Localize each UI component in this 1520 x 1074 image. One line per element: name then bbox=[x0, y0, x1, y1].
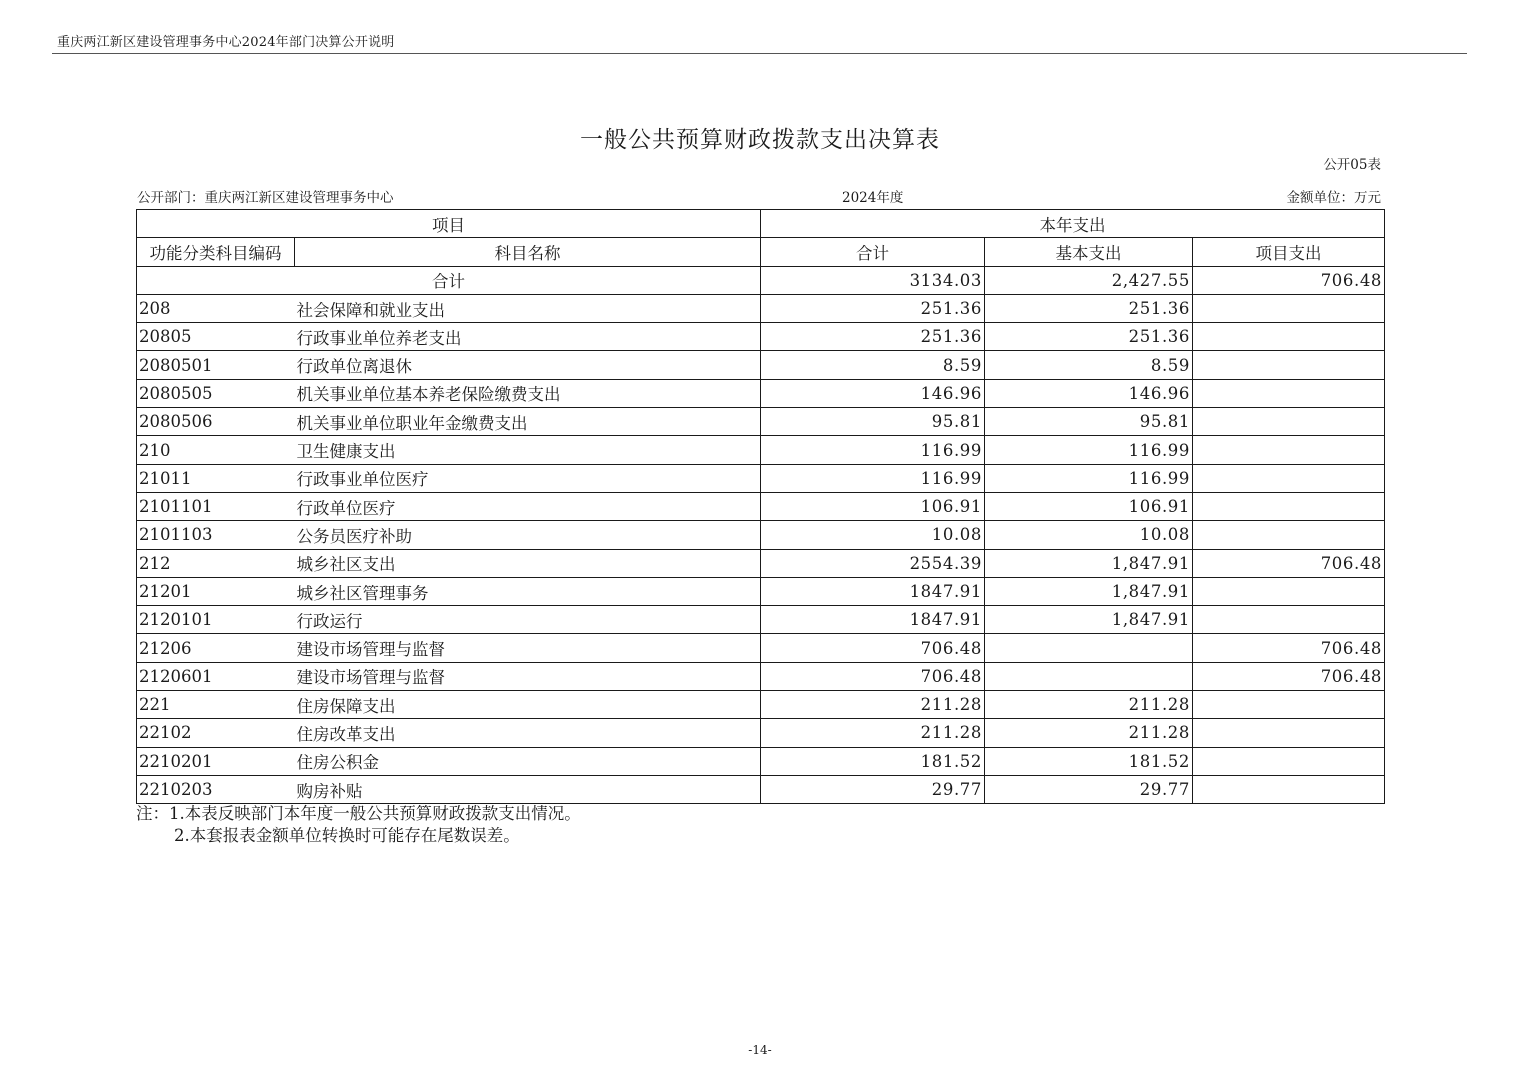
row-project bbox=[1193, 408, 1385, 436]
row-basic: 251.36 bbox=[985, 323, 1193, 351]
col-header-project: 项目支出 bbox=[1193, 238, 1385, 266]
row-project bbox=[1193, 719, 1385, 747]
total-row bbox=[137, 266, 1385, 294]
row-project bbox=[1193, 747, 1385, 775]
row-code: 2101103 bbox=[137, 521, 295, 549]
row-name: 机关事业单位职业年金缴费支出 bbox=[295, 408, 761, 436]
row-code: 2120601 bbox=[137, 662, 295, 690]
row-code: 2210203 bbox=[137, 775, 295, 803]
row-name: 城乡社区支出 bbox=[295, 549, 761, 577]
row-basic bbox=[985, 662, 1193, 690]
row-code: 21011 bbox=[137, 464, 295, 492]
row-total: 181.52 bbox=[761, 747, 985, 775]
header-expense-group: 本年支出 bbox=[761, 210, 1385, 238]
row-basic: 106.91 bbox=[985, 492, 1193, 520]
table-row bbox=[137, 521, 1385, 549]
table-row bbox=[137, 464, 1385, 492]
total-row-total: 3134.03 bbox=[761, 266, 985, 294]
row-project bbox=[1193, 464, 1385, 492]
row-basic: 8.59 bbox=[985, 351, 1193, 379]
col-header-code: 功能分类科目编码 bbox=[137, 238, 295, 266]
row-basic: 1,847.91 bbox=[985, 606, 1193, 634]
row-total: 251.36 bbox=[761, 294, 985, 322]
department-label: 公开部门：重庆两江新区建设管理事务中心 bbox=[137, 190, 394, 206]
table-row bbox=[137, 719, 1385, 747]
row-code: 221 bbox=[137, 691, 295, 719]
row-total: 95.81 bbox=[761, 408, 985, 436]
page-number: -14- bbox=[748, 1043, 772, 1057]
amount-unit-label: 金额单位：万元 bbox=[1286, 190, 1381, 206]
row-name: 建设市场管理与监督 bbox=[295, 634, 761, 662]
note-2: 2.本套报表金额单位转换时可能存在尾数误差。 bbox=[174, 826, 520, 845]
row-total: 706.48 bbox=[761, 662, 985, 690]
row-total: 10.08 bbox=[761, 521, 985, 549]
form-code: 公开05表 bbox=[1323, 157, 1381, 173]
row-code: 21206 bbox=[137, 634, 295, 662]
row-name: 行政运行 bbox=[295, 606, 761, 634]
row-project: 706.48 bbox=[1193, 662, 1385, 690]
col-header-name: 科目名称 bbox=[295, 238, 761, 266]
row-code: 2210201 bbox=[137, 747, 295, 775]
row-project: 706.48 bbox=[1193, 549, 1385, 577]
table-row bbox=[137, 577, 1385, 605]
col-header-total: 合计 bbox=[761, 238, 985, 266]
row-total: 706.48 bbox=[761, 634, 985, 662]
meta-row bbox=[137, 186, 1381, 206]
row-project: 706.48 bbox=[1193, 634, 1385, 662]
row-project bbox=[1193, 521, 1385, 549]
row-project bbox=[1193, 691, 1385, 719]
row-total: 146.96 bbox=[761, 379, 985, 407]
row-basic: 1,847.91 bbox=[985, 549, 1193, 577]
table-row bbox=[137, 747, 1385, 775]
row-basic: 181.52 bbox=[985, 747, 1193, 775]
table-row bbox=[137, 549, 1385, 577]
total-row-project: 706.48 bbox=[1193, 266, 1385, 294]
row-name: 公务员医疗补助 bbox=[295, 521, 761, 549]
row-code: 208 bbox=[137, 294, 295, 322]
row-code: 2120101 bbox=[137, 606, 295, 634]
row-project bbox=[1193, 323, 1385, 351]
row-total: 106.91 bbox=[761, 492, 985, 520]
row-name: 城乡社区管理事务 bbox=[295, 577, 761, 605]
row-code: 2080501 bbox=[137, 351, 295, 379]
row-project bbox=[1193, 351, 1385, 379]
row-total: 116.99 bbox=[761, 436, 985, 464]
page-title: 一般公共预算财政拨款支出决算表 bbox=[580, 127, 940, 153]
total-row-label: 合计 bbox=[137, 266, 761, 294]
table-row bbox=[137, 775, 1385, 803]
row-basic: 10.08 bbox=[985, 521, 1193, 549]
table-row bbox=[137, 662, 1385, 690]
row-basic: 251.36 bbox=[985, 294, 1193, 322]
row-basic: 116.99 bbox=[985, 464, 1193, 492]
table-row bbox=[137, 408, 1385, 436]
row-project bbox=[1193, 294, 1385, 322]
header-item-group: 项目 bbox=[137, 210, 761, 238]
running-header: 重庆两江新区建设管理事务中心2024年部门决算公开说明 bbox=[57, 35, 395, 50]
row-code: 212 bbox=[137, 549, 295, 577]
table-row bbox=[137, 294, 1385, 322]
expenditure-table bbox=[136, 209, 1385, 804]
fiscal-year-label: 2024年度 bbox=[842, 190, 904, 206]
row-code: 20805 bbox=[137, 323, 295, 351]
row-basic: 1,847.91 bbox=[985, 577, 1193, 605]
row-name: 机关事业单位基本养老保险缴费支出 bbox=[295, 379, 761, 407]
row-project bbox=[1193, 436, 1385, 464]
row-project bbox=[1193, 492, 1385, 520]
header-group-row bbox=[137, 210, 1385, 238]
row-total: 8.59 bbox=[761, 351, 985, 379]
notes bbox=[136, 803, 581, 847]
row-total: 1847.91 bbox=[761, 606, 985, 634]
row-basic: 211.28 bbox=[985, 719, 1193, 747]
row-name: 住房公积金 bbox=[295, 747, 761, 775]
row-total: 211.28 bbox=[761, 691, 985, 719]
row-basic: 29.77 bbox=[985, 775, 1193, 803]
row-name: 卫生健康支出 bbox=[295, 436, 761, 464]
row-code: 21201 bbox=[137, 577, 295, 605]
table-row bbox=[137, 379, 1385, 407]
table-row bbox=[137, 351, 1385, 379]
row-name: 行政事业单位养老支出 bbox=[295, 323, 761, 351]
row-code: 2080505 bbox=[137, 379, 295, 407]
row-name: 行政单位医疗 bbox=[295, 492, 761, 520]
row-code: 210 bbox=[137, 436, 295, 464]
table-row bbox=[137, 436, 1385, 464]
row-name: 建设市场管理与监督 bbox=[295, 662, 761, 690]
row-project bbox=[1193, 379, 1385, 407]
row-name: 行政单位离退休 bbox=[295, 351, 761, 379]
row-name: 住房保障支出 bbox=[295, 691, 761, 719]
row-basic bbox=[985, 634, 1193, 662]
table-row bbox=[137, 492, 1385, 520]
row-total: 2554.39 bbox=[761, 549, 985, 577]
row-total: 1847.91 bbox=[761, 577, 985, 605]
row-basic: 211.28 bbox=[985, 691, 1193, 719]
table-row bbox=[137, 606, 1385, 634]
table-row bbox=[137, 634, 1385, 662]
note-1: 注：1.本表反映部门本年度一般公共预算财政拨款支出情况。 bbox=[136, 804, 581, 823]
row-basic: 95.81 bbox=[985, 408, 1193, 436]
total-row-basic: 2,427.55 bbox=[985, 266, 1193, 294]
row-name: 住房改革支出 bbox=[295, 719, 761, 747]
row-total: 251.36 bbox=[761, 323, 985, 351]
row-code: 2101101 bbox=[137, 492, 295, 520]
row-project bbox=[1193, 775, 1385, 803]
row-total: 211.28 bbox=[761, 719, 985, 747]
row-code: 22102 bbox=[137, 719, 295, 747]
row-name: 行政事业单位医疗 bbox=[295, 464, 761, 492]
row-basic: 116.99 bbox=[985, 436, 1193, 464]
table-row bbox=[137, 691, 1385, 719]
col-header-basic: 基本支出 bbox=[985, 238, 1193, 266]
row-project bbox=[1193, 606, 1385, 634]
row-name: 购房补贴 bbox=[295, 775, 761, 803]
table-row bbox=[137, 323, 1385, 351]
row-code: 2080506 bbox=[137, 408, 295, 436]
header-column-row bbox=[137, 238, 1385, 266]
row-basic: 146.96 bbox=[985, 379, 1193, 407]
row-project bbox=[1193, 577, 1385, 605]
header-divider bbox=[52, 53, 1467, 54]
row-name: 社会保障和就业支出 bbox=[295, 294, 761, 322]
row-total: 116.99 bbox=[761, 464, 985, 492]
row-total: 29.77 bbox=[761, 775, 985, 803]
